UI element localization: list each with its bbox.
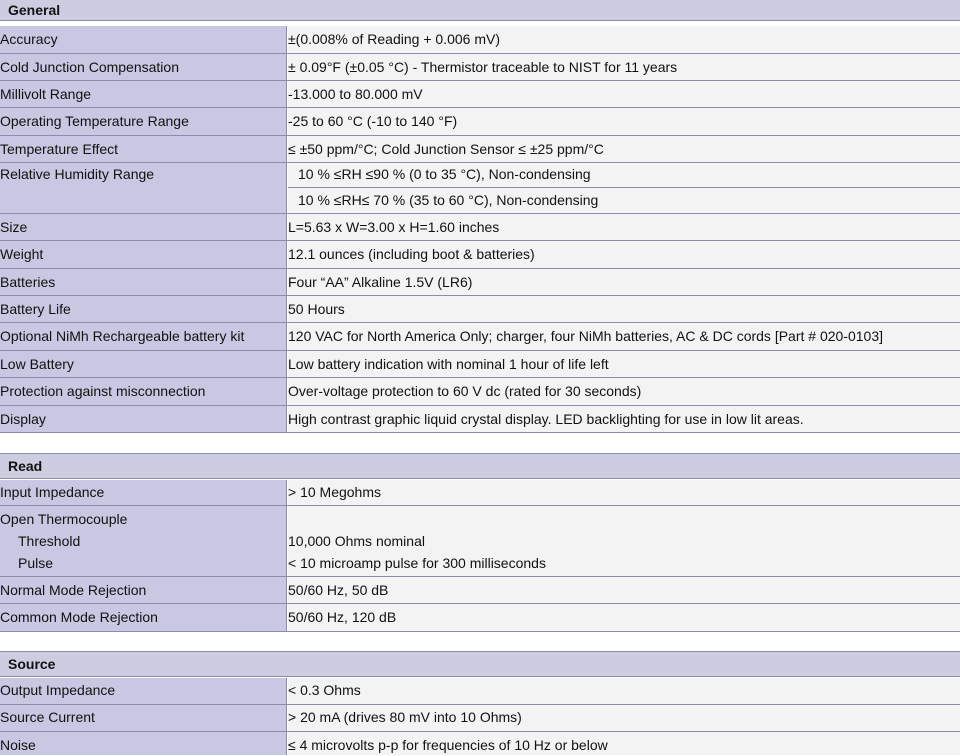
row-label: Low Battery [0,356,74,372]
row-label: Accuracy [0,31,58,47]
table-row [0,323,960,350]
row-label: Protection against misconnection [0,383,206,399]
table-row [0,26,960,53]
table-row [0,269,960,295]
table-row [0,678,960,704]
row-value: 10 % ≤RH≤ 70 % (35 to 60 °C), Non-condensing [298,192,599,208]
table-row [0,108,960,135]
row-label: Size [0,219,28,235]
row-value: < 0.3 Ohms [288,682,361,698]
table-row [0,54,960,80]
row-label: Normal Mode Rejection [0,582,147,598]
row-value: ≤ 4 microvolts p-p for frequencies of 10 Hz or below [288,737,608,753]
row-value: -25 to 60 °C (-10 to 140 °F) [288,113,458,129]
row-value: 10,000 Ohms nominal [288,533,425,549]
row-label: Open Thermocouple [0,511,128,527]
row-value: > 10 Megohms [288,484,381,500]
row-label: Cold Junction Compensation [0,59,179,75]
row-label: Output Impedance [0,682,116,698]
row-value: < 10 microamp pulse for 300 milliseconds [288,555,546,571]
row-label: Relative Humidity Range [0,166,155,182]
row-label: Millivolt Range [0,86,92,102]
table-row [0,506,960,576]
table-row [0,604,960,631]
table-row [0,241,960,268]
row-label: Weight [0,246,44,262]
row-label: Batteries [0,274,56,290]
read-section-header: Read [0,454,960,479]
row-value: 10 % ≤RH ≤90 % (0 to 35 °C), Non-condensing [298,166,591,182]
row-value: L=5.63 x W=3.00 x H=1.60 inches [288,219,500,235]
table-row [0,136,960,162]
row-label: Source Current [0,709,95,725]
row-value: 50/60 Hz, 120 dB [288,609,397,625]
row-value: 50 Hours [288,301,345,317]
row-value: High contrast graphic liquid crystal display. LED backlighting for use in low lit areas. [288,411,804,427]
row-value: ±(0.008% of Reading + 0.006 mV) [288,31,500,47]
row-value: ± 0.09°F (±0.05 °C) - Thermistor traceable to NIST for 11 years [288,59,678,75]
row-sublabel: Threshold [18,533,81,549]
table-row [0,351,960,377]
table-row [0,577,960,603]
row-value: -13.000 to 80.000 mV [288,86,423,102]
table-row [0,705,960,731]
general-section-header: General [0,0,960,21]
row-value: Over-voltage protection to 60 V dc (rated for 30 seconds) [288,383,642,399]
table-row [0,732,960,755]
source-section-header: Source [0,652,960,677]
row-label: Operating Temperature Range [0,113,189,129]
row-label: Optional NiMh Rechargeable battery kit [0,328,245,344]
row-value: 12.1 ounces (including boot & batteries) [288,246,535,262]
row-label: Battery Life [0,301,71,317]
row-sublabel: Pulse [18,555,54,571]
table-row [0,406,960,432]
row-value: ≤ ±50 ppm/°C; Cold Junction Sensor ≤ ±25 ppm/°C [288,141,604,157]
row-label: Temperature Effect [0,141,119,157]
table-row [0,214,960,240]
row-label: Input Impedance [0,484,105,500]
row-label: Common Mode Rejection [0,609,158,625]
row-value: 50/60 Hz, 50 dB [288,582,389,598]
row-label: Display [0,411,46,427]
row-value: > 20 mA (drives 80 mV into 10 Ohms) [288,709,522,725]
table-row [0,378,960,405]
table-row [0,163,960,213]
row-value: 120 VAC for North America Only; charger, four NiMh batteries, AC & DC cords [Part # 020-0103] [288,328,883,344]
table-row [0,480,960,505]
table-row [0,81,960,107]
row-label: Noise [0,737,36,753]
table-row [0,296,960,322]
row-value: Four “AA” Alkaline 1.5V (LR6) [288,274,473,290]
row-value: Low battery indication with nominal 1 hour of life left [288,356,609,372]
